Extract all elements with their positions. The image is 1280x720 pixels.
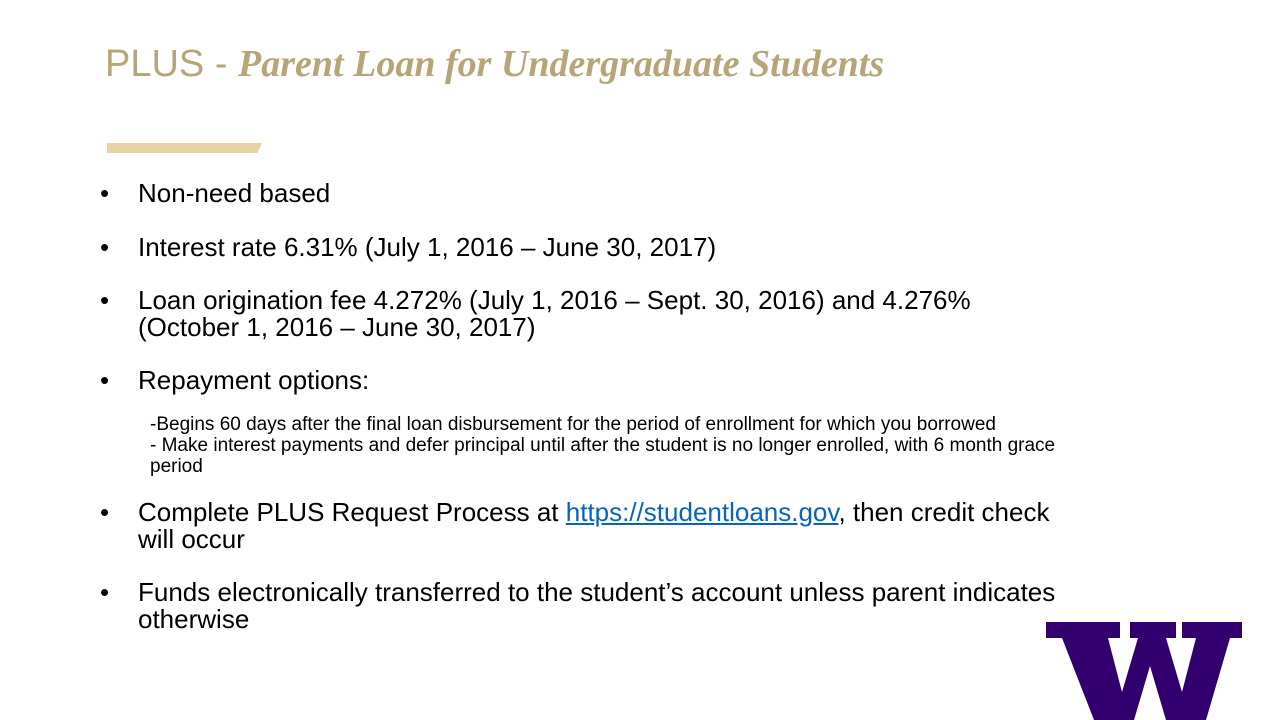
bullet-complete-plus (100, 499, 1060, 553)
bullet-interest-rate (100, 234, 1060, 261)
bullet-text: Interest rate 6.31% (July 1, 2016 – June 30, 2017) (138, 232, 717, 262)
bullet-text-after: , then credit check will occur (138, 497, 1050, 554)
bullet-repayment-options (100, 367, 1060, 394)
bullet-text-before: Complete PLUS Request Process at (138, 497, 566, 527)
bullet-dot: • (100, 365, 110, 395)
bullet-text: Loan origination fee 4.272% (July 1, 2016 – Sept. 30, 2016) and 4.276% (October 1, 2016 – June 30, 2017) (138, 285, 971, 342)
title-accent-bar (107, 143, 262, 153)
bullet-dot: • (100, 497, 110, 527)
bullet-text: Non-need based (138, 178, 331, 208)
bullet-list (100, 180, 1060, 633)
studentloans-link[interactable]: https://studentloans.gov (565, 497, 839, 527)
bullet-funds-transfer (100, 579, 1060, 633)
title-emphasis: Parent Loan for Undergraduate Students (238, 43, 885, 85)
repayment-line-interest: - Make interest payments and defer principal until after the student is no longer enrolled, with 6 month grace period (150, 435, 1056, 477)
bullet-dot: • (100, 178, 110, 208)
bullet-dot: • (100, 285, 110, 315)
slide-title (105, 44, 884, 86)
bullet-text: Funds electronically transferred to the student’s account unless parent indicates otherwise (138, 577, 1056, 634)
repayment-details (100, 414, 1060, 477)
bullet-dot: • (100, 577, 110, 607)
bullet-non-need (100, 180, 1060, 207)
uw-w-logo-icon (1046, 622, 1242, 720)
repayment-line-begins: -Begins 60 days after the final loan disbursement for the period of enrollment for which you borrowed (150, 414, 996, 435)
bullet-text: Repayment options: (138, 365, 370, 395)
bullet-dot: • (100, 232, 110, 262)
bullet-origination-fee (100, 287, 1060, 341)
title-lead: PLUS - (105, 43, 239, 85)
